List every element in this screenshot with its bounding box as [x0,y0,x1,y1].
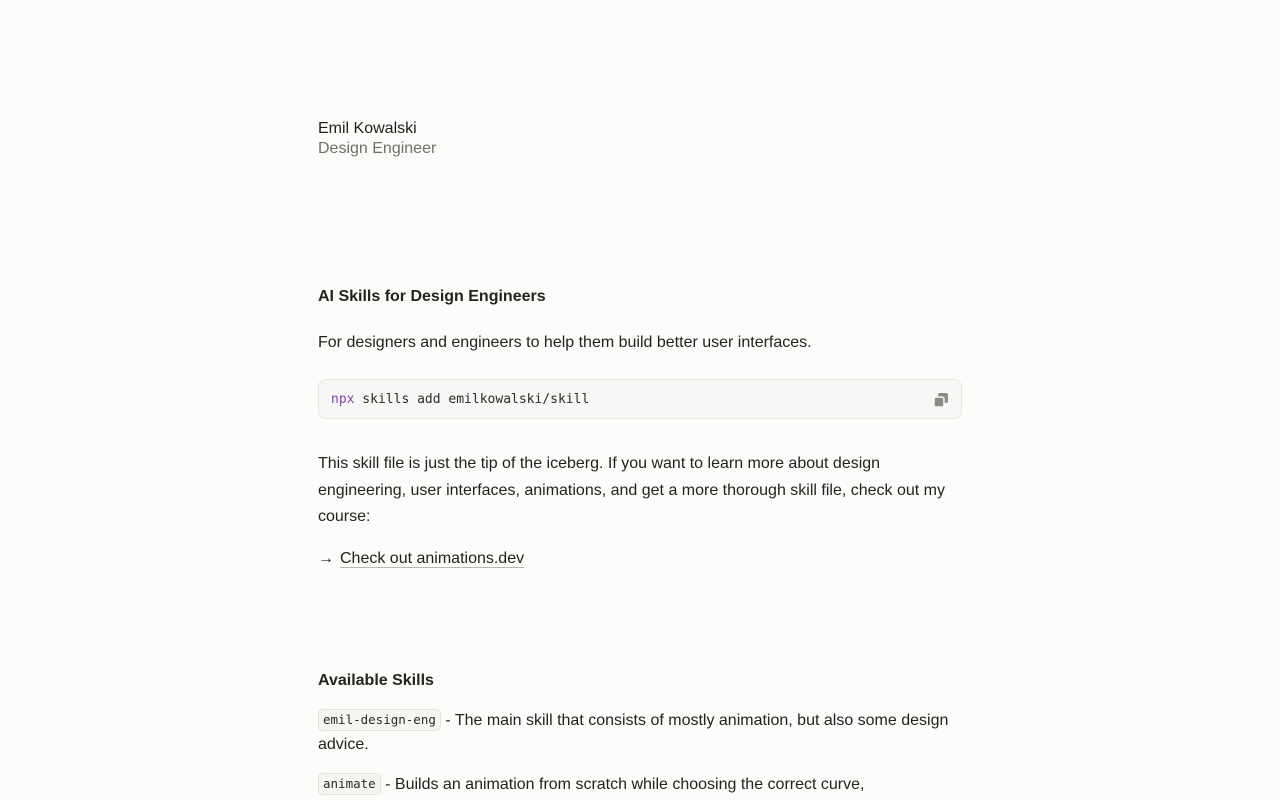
install-command[interactable] [331,391,589,409]
skill-description: - The main skill that consists of mostly animation, but also some design advice. [318,712,949,753]
animations-dev-link[interactable]: Check out animations.dev [340,550,525,567]
skill-code-chip: emil-design-eng [318,709,441,731]
ai-skills-intro: For designers and engineers to help them build better user interfaces. [318,334,812,351]
author-name: Emil Kowalski [318,120,417,137]
author-role: Design Engineer [318,140,437,157]
ai-skills-description: This skill file is just the tip of the iceberg. If you want to learn more about design engineering, user interfaces, animations, and get a more thorough skill file, check out my course: [318,455,945,525]
cta-row [318,547,524,571]
skill-description: - Builds an animation from scratch while choosing the correct curve, [380,776,865,793]
copy-button[interactable] [932,391,950,409]
ai-skills-title: AI Skills for Design Engineers [318,288,546,305]
available-skills-title: Available Skills [318,672,434,689]
skill-code-chip: animate [318,773,381,795]
arrow-right-icon: → [318,550,334,567]
install-command-box [318,379,962,419]
skill-item [318,773,962,797]
site-header [318,119,436,159]
command-args: skills add emilkowalski/skill [354,392,590,407]
copy-icon [932,391,950,409]
command-npx: npx [331,392,355,407]
skill-item [318,709,962,757]
